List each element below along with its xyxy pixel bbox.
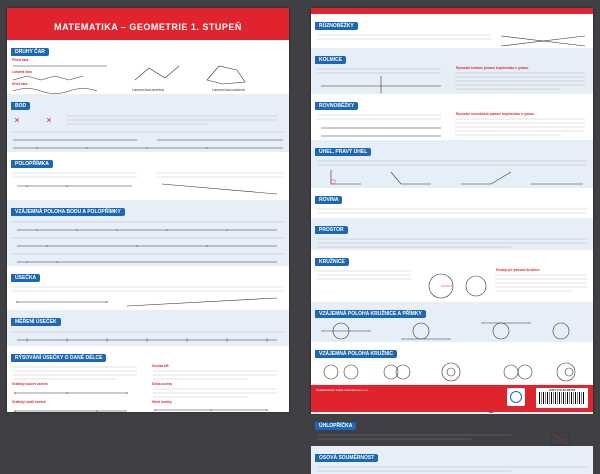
right-page xyxy=(311,8,593,461)
section-uhlopricka xyxy=(311,414,593,446)
section-heading: KOLMICE xyxy=(315,56,346,64)
label-open: Lomená čára otevřená xyxy=(132,88,164,92)
section-bod xyxy=(7,94,289,152)
label-usecka-ab: Úsečka AB xyxy=(152,364,169,368)
section-kolmice xyxy=(311,48,593,94)
label-graficky-soucet: Grafický součet úseček xyxy=(12,382,48,386)
label-delka-usecky: Délka úsečky xyxy=(152,382,173,386)
barcode-bars xyxy=(539,392,585,404)
section-prostor xyxy=(311,218,593,250)
label-lomena-cara: Lomená čára xyxy=(12,70,32,74)
section-heading: VZÁJEMNÁ POLOHA KRUŽNIC xyxy=(315,350,397,358)
label-closed: Lomená čára uzavřená xyxy=(212,88,245,92)
section-rovnobezky xyxy=(311,94,593,140)
difference-illustration xyxy=(7,404,147,420)
section-heading: POLOPŘÍMKA xyxy=(11,160,53,168)
section-vzajemna-poloha xyxy=(7,200,289,266)
polyline-illustration xyxy=(7,74,127,82)
line-illustration xyxy=(7,62,127,70)
ruznobezky-illustration xyxy=(311,32,593,48)
midpoint-illustration xyxy=(147,404,287,416)
label-kriva-cara: Křivá čára xyxy=(12,82,28,86)
section-heading: ROVINA xyxy=(315,196,342,204)
section-heading: ÚHLOPŘÍČKA xyxy=(315,422,356,430)
section-heading: ÚSEČKA xyxy=(11,274,40,282)
section-heading: ROVNOBĚŽKY xyxy=(315,102,358,110)
section-heading: BOD xyxy=(11,102,30,110)
kolmice-illustration xyxy=(311,66,451,94)
uhlopricka-illustration xyxy=(311,432,593,446)
section-rovina xyxy=(311,188,593,218)
section-heading: OSOVÁ SOUMĚRNOST xyxy=(315,454,378,462)
section-uhel xyxy=(311,140,593,188)
barcode xyxy=(536,388,588,408)
text-lines xyxy=(311,236,593,250)
closed-open-polyline-illustration xyxy=(127,58,277,88)
footer xyxy=(311,385,593,412)
text-lines xyxy=(147,368,287,382)
section-heading: VZÁJEMNÁ POLOHA KRUŽNICE A PŘÍMKY xyxy=(315,310,426,318)
section-mereni-usecek xyxy=(7,310,289,346)
text-lines xyxy=(491,272,591,296)
uhel-illustrations xyxy=(311,158,593,188)
label-graficky-rozdil: Grafický rozdíl úseček xyxy=(12,400,46,404)
section-kruznice xyxy=(311,250,593,302)
section-osova-soumernost xyxy=(311,446,593,474)
text-lines xyxy=(311,206,593,218)
curve-illustration xyxy=(7,86,127,94)
text-lines xyxy=(311,464,593,474)
label-postup-kruznice: Postup při rýsování kružnice xyxy=(496,268,540,272)
section-heading: RŮZNOBĚŽKY xyxy=(315,22,358,30)
section-poloha-kruznic xyxy=(311,342,593,384)
footer-publisher: Nakladatelství Taktik International, s.r.o. xyxy=(316,388,369,392)
poloha-kruznic-illustrations xyxy=(311,360,593,384)
publisher-logo xyxy=(507,388,525,406)
label-stred-usecky: Střed úsečky xyxy=(152,400,172,404)
bod-illustrations xyxy=(7,112,289,152)
text-lines xyxy=(451,116,591,138)
ruler-illustration xyxy=(7,328,289,346)
poloha-kruznice-primky-illustrations xyxy=(311,320,593,342)
usecka-illustrations xyxy=(7,284,289,310)
kruznice-illustrations xyxy=(311,268,491,302)
section-rysovani-usecky xyxy=(7,346,289,420)
isbn-text: ISBN 978-80-88358 xyxy=(548,388,576,392)
section-heading: ÚHEL, PRAVÝ ÚHEL xyxy=(315,148,371,156)
left-page xyxy=(7,8,289,412)
sum-illustration xyxy=(7,386,147,400)
text-lines xyxy=(451,70,591,92)
section-heading: MĚŘENÍ ÚSEČEK xyxy=(11,318,61,326)
text-lines xyxy=(147,386,287,400)
page-title: MATEMATIKA – GEOMETRIE 1. STUPEŇ xyxy=(7,14,289,40)
label-rysovani-kolmice: Rýsování kolmice pomocí trojúhelníku s ryskou xyxy=(456,66,529,70)
rovnobezky-illustration xyxy=(311,112,451,140)
section-heading: PROSTOR xyxy=(315,226,348,234)
text-lines xyxy=(7,364,147,382)
section-usecka xyxy=(7,266,289,310)
section-heading: RÝSOVÁNÍ ÚSEČKY O DANÉ DÉLCE xyxy=(11,354,106,362)
section-poloprimka xyxy=(7,152,289,200)
section-poloha-kruznice-primky xyxy=(311,302,593,342)
label-prima-cara: Přímá čára xyxy=(12,58,29,62)
section-druhy-car xyxy=(7,40,289,94)
section-heading: VZÁJEMNÁ POLOHA BODU A POLOPŘÍMKY xyxy=(11,208,125,216)
section-heading: KRUŽNICE xyxy=(315,258,349,266)
section-heading: DRUHY ČAR xyxy=(11,48,49,56)
section-ruznobezky xyxy=(311,14,593,48)
poloprimka-illustrations xyxy=(7,170,289,200)
vzajemna-poloha-illustrations xyxy=(7,218,289,266)
label-rysovani-rovnobezek: Rýsování rovnoběžek pomocí trojúhelníku s ryskou xyxy=(456,112,535,116)
